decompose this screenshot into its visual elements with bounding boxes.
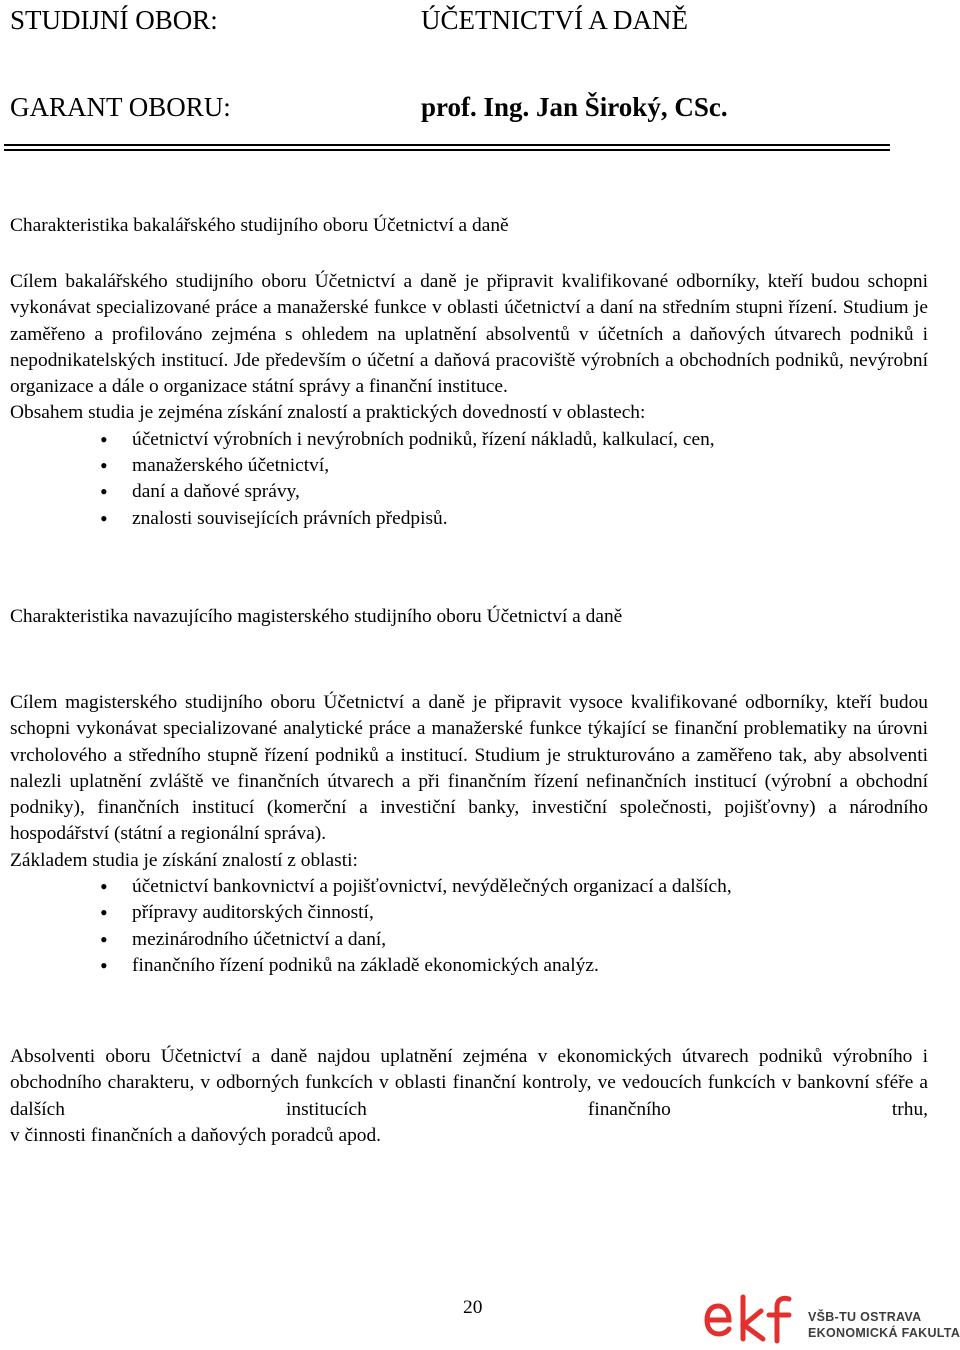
section-2-list xyxy=(10,874,928,979)
section-1-list-intro: Obsahem studia je zejména získání znalostí a praktických dovedností v oblastech: xyxy=(10,402,646,424)
section-1-body xyxy=(10,269,928,532)
guarantor-label: GARANT OBORU: xyxy=(10,92,231,122)
section-2-title: Charakteristika navazujícího magisterského studijního oboru Účetnictví a daně xyxy=(10,606,623,627)
page-number: 20 xyxy=(463,1297,483,1318)
section-2-list-intro: Základem studia je získání znalostí z oblasti: xyxy=(10,849,358,871)
ekf-logo-icon xyxy=(703,1293,803,1345)
list-item: • přípravy auditorských činností, xyxy=(10,900,928,926)
field-value: ÚČETNICTVÍ A DANĚ xyxy=(421,5,688,35)
header-divider-bottom xyxy=(4,149,890,151)
list-item: • daní a daňové správy, xyxy=(10,479,928,505)
guarantor-value: prof. Ing. Jan Široký, CSc. xyxy=(421,92,728,122)
section-1-paragraph: Cílem bakalářského studijního oboru Účetnictví a daně je připravit kvalifikované odborníky, kteří budou schopni vykonávat specializované práce a manažerské funkce v oblasti účetnictví a daní na středním stupni řízení. Studium je zaměřeno a profilováno zejména s ohledem na uplatnění absolventů v účetních a daňových útvarech podniků i nepodnikatelských institucí. Jde především o účetní a daňová pracoviště výrobních a obchodních podniků, nevýrobní organizace a dále o organizace státní správy a finanční instituce. xyxy=(10,271,928,398)
logo-line-2: EKONOMICKÁ FAKULTA xyxy=(808,1326,960,1340)
section-1-title: Charakteristika bakalářského studijního oboru Účetnictví a daně xyxy=(10,215,509,236)
faculty-name xyxy=(808,1309,960,1341)
section-2-paragraph: Cílem magisterského studijního oboru Účetnictví a daně je připravit vysoce kvalifikované odborníky, kteří budou schopni vykonávat specializované analytické práce a manažerské funkce týkající se finanční problematiky na úrovni vrcholového a středního stupně řízení podniků a institucí. Studium je strukturováno a zaměřeno tak, aby absolventi nalezli uplatnění zvláště ve finančních útvarech a při finančním řízení nefinančních institucí (výrobní a obchodní podniky), finančních institucí (komerční a investiční banky, investiční společnosti, pojišťovny) a národního hospodářství (státní a regionální správa). xyxy=(10,692,928,845)
list-item: • finančního řízení podniků na základě ekonomických analýz. xyxy=(10,953,928,979)
list-item: • účetnictví bankovnictví a pojišťovnictví, nevýdělečných organizací a dalších, xyxy=(10,874,928,900)
section-1-list xyxy=(10,427,928,532)
section-3-paragraph-end: v činnosti finančních a daňových poradců apod. xyxy=(10,1124,381,1146)
list-item: • znalosti souvisejících právních předpisů. xyxy=(10,506,928,532)
list-item: • mezinárodního účetnictví a daní, xyxy=(10,927,928,953)
logo-line-1: VŠB-TU OSTRAVA xyxy=(808,1310,922,1324)
list-item: • manažerského účetnictví, xyxy=(10,453,928,479)
header-divider-top xyxy=(4,144,890,146)
field-label: STUDIJNÍ OBOR: xyxy=(10,5,218,35)
section-3-body xyxy=(10,1044,928,1149)
list-item: • účetnictví výrobních i nevýrobních podniků, řízení nákladů, kalkulací, cen, xyxy=(10,427,928,453)
section-3-paragraph: Absolventi oboru Účetnictví a daně najdou uplatnění zejména v ekonomických útvarech podniků výrobního i obchodního charakteru, v odborných funkcích v oblasti finanční kontroly, ve vedoucích funkcích v bankovní sféře a dalších institucích finančního trhu, xyxy=(10,1046,928,1120)
section-2-body xyxy=(10,690,928,979)
